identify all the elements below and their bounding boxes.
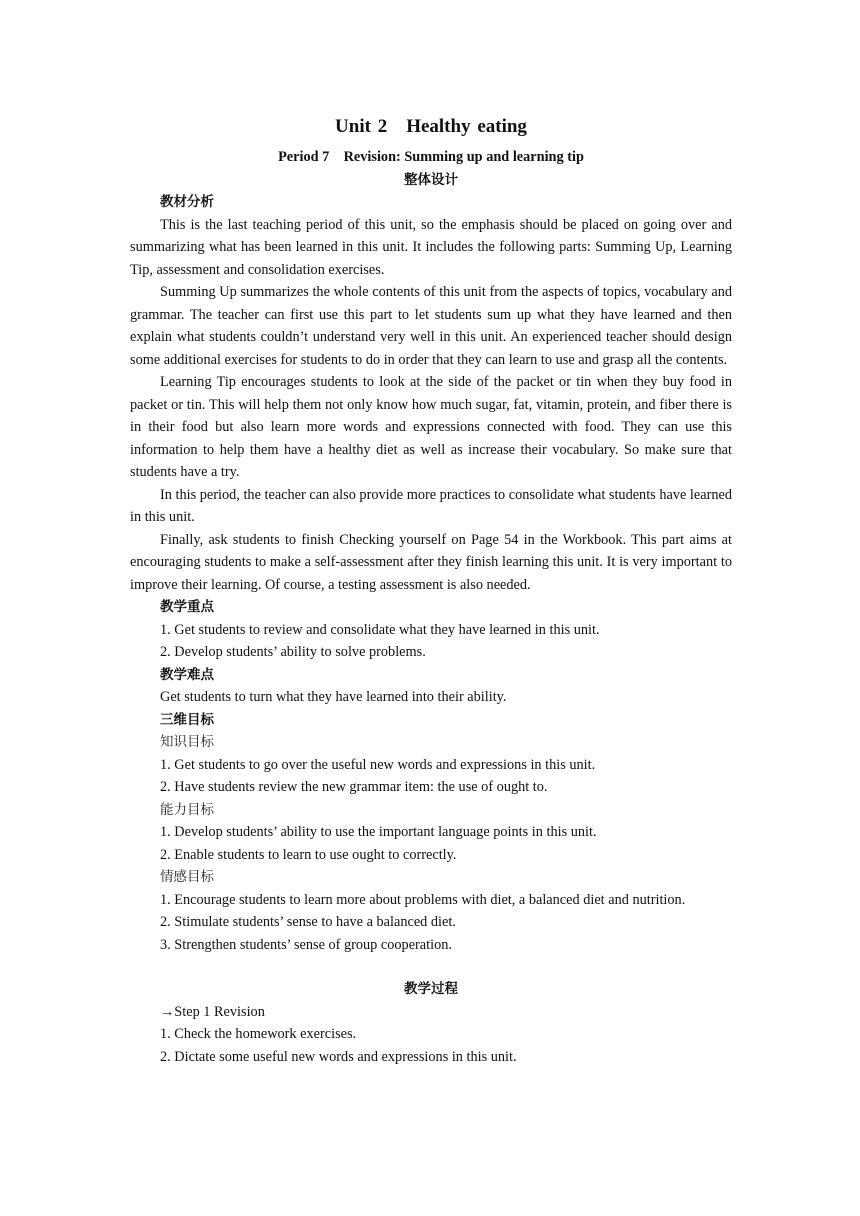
- paragraph: This is the last teaching period of this unit, so the emphasis should be placed on going over and summarizing what has been learned in this unit. It includes the following parts: Summing Up, Learning Tip, assessment and consolidation exercises.: [130, 216, 732, 278]
- objectives-heading: 三维目标: [160, 711, 214, 728]
- emotion-objectives-heading: 情感目标: [160, 869, 214, 885]
- list-item: 1. Develop students’ ability to use the important language points in this unit.: [160, 824, 597, 840]
- list-item: 1. Get students to go over the useful new words and expressions in this unit.: [160, 756, 596, 773]
- list-item: 1. Encourage students to learn more about problems with diet, a balanced diet and nutrition.: [160, 891, 686, 908]
- overall-design-heading: 整体设计: [404, 171, 458, 188]
- paragraph: In this period, the teacher can also provide more practices to consolidate what students have learned in this unit.: [130, 486, 732, 525]
- list-item: 1. Get students to review and consolidate what they have learned in this unit.: [160, 621, 600, 638]
- list-item: Get students to turn what they have learned into their ability.: [160, 689, 507, 705]
- paragraph: Learning Tip encourages students to look at the side of the packet or tin when they buy food in packet or tin. This will help them not only know how much sugar, fat, vitamin, protein, and fiber there is in their food but also learn more words and expressions connected with food. They can use this information to help them have a healthy diet as well as increase their vocabulary. So make sure that students have a try.: [130, 374, 732, 480]
- section-spacer: [130, 956, 732, 978]
- key-points-heading: 教学重点: [160, 599, 214, 615]
- list-item: 2. Dictate some useful new words and expressions in this unit.: [160, 1048, 517, 1065]
- ability-objectives-heading: 能力目标: [160, 801, 214, 818]
- difficult-points-heading: 教学难点: [160, 666, 214, 683]
- list-item: 2. Stimulate students’ sense to have a balanced diet.: [160, 914, 456, 930]
- material-analysis-heading: 教材分析: [160, 194, 214, 210]
- period-subtitle: Period 7 Revision: Summing up and learning tip: [278, 149, 584, 165]
- knowledge-objectives-heading: 知识目标: [160, 734, 214, 750]
- paragraph: Summing Up summarizes the whole contents of this unit from the aspects of topics, vocabulary and grammar. The teacher can first use this part to let students sum up what they have learned and then explain what students couldn’t understand very well in this unit. An experienced teacher should design some additional exercises for students to do in order that they can learn to use and grasp all the contents.: [130, 284, 732, 368]
- page-title: Unit 2 Healthy eating: [335, 116, 527, 137]
- list-item: 3. Strengthen students’ sense of group cooperation.: [160, 936, 452, 953]
- list-item: 2. Develop students’ ability to solve problems.: [160, 644, 426, 660]
- list-item: 2. Have students review the new grammar item: the use of ought to.: [160, 779, 548, 795]
- list-item: 1. Check the homework exercises.: [160, 1026, 357, 1042]
- step-heading: →Step 1 Revision: [160, 1003, 265, 1020]
- list-item: 2. Enable students to learn to use ought to correctly.: [160, 846, 457, 863]
- paragraph: Finally, ask students to finish Checking yourself on Page 54 in the Workbook. This part aims at encouraging students to make a self-assessment after they finish learning this unit. It is very important to improve their learning. Of course, a testing assessment is also needed.: [130, 531, 732, 593]
- teaching-process-heading: 教学过程: [404, 981, 458, 997]
- document-page: [130, 112, 732, 1068]
